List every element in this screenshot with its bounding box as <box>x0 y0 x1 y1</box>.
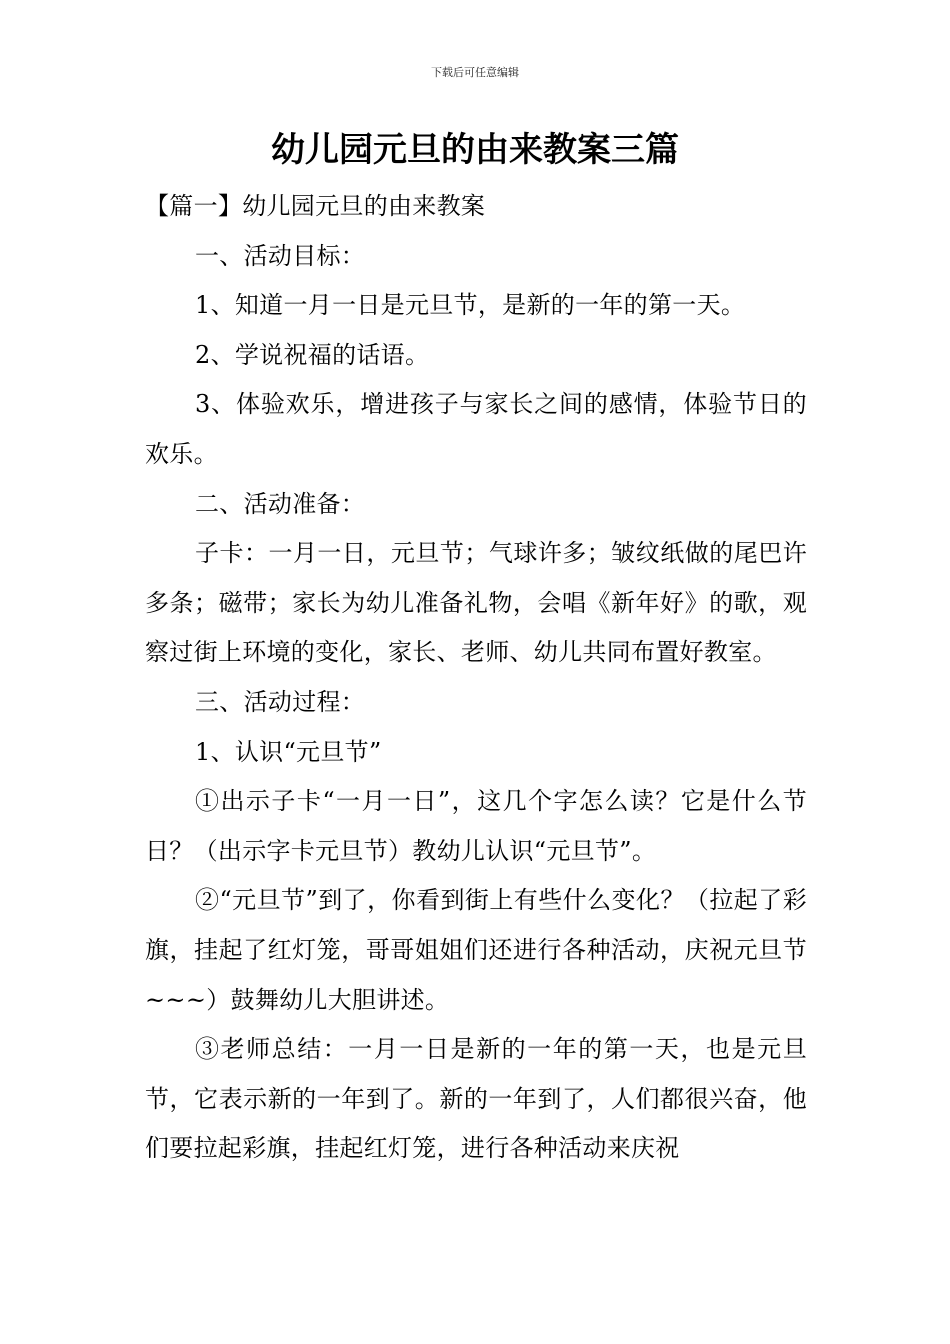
paragraph-goal-3: 3、体验欢乐，增进孩子与家长之间的感情，体验节日的欢乐。 <box>145 390 807 468</box>
paragraph-preparation-heading: 二、活动准备： <box>195 489 366 518</box>
paragraph-goal-1: 1、知道一月一日是元旦节，是新的一年的第一天。 <box>195 291 746 320</box>
paragraph-goal-2: 2、学说祝福的话语。 <box>195 340 430 369</box>
paragraph-preparation: 子卡：一月一日，元旦节；气球许多；皱纹纸做的尾巴许多条；磁带；家长为幼儿准备礼物，会唱《新年好》的歌，观察过街上环境的变化，家长、老师、幼儿共同布置好教室。 <box>145 539 807 667</box>
section-heading: 【篇一】幼儿园元旦的由来教案 <box>145 192 486 220</box>
paragraph-process-item-1: ①出示子卡“一月一日”，这几个字怎么读？它是什么节日？（出示字卡元旦节）教幼儿认识“元旦节”。 <box>145 787 807 865</box>
document-body <box>145 182 807 1174</box>
document-title: 幼儿园元旦的由来教案三篇 <box>271 130 679 170</box>
paragraph-process-heading: 三、活动过程： <box>195 687 366 716</box>
paragraph-process-item-2: ②“元旦节”到了，你看到街上有些什么变化？（拉起了彩旗，挂起了红灯笼，哥哥姐姐们还进行各种活动，庆祝元旦节~~~）鼓舞幼儿大胆讲述。 <box>145 886 807 1014</box>
paragraph-process-step-1: 1、认识“元旦节” <box>195 737 382 766</box>
paragraph-activity-goals-heading: 一、活动目标： <box>195 241 366 270</box>
page-header-note: 下载后可任意编辑 <box>431 66 519 79</box>
paragraph-process-item-3: ③老师总结：一月一日是新的一年的第一天，也是元旦节，它表示新的一年到了。新的一年到了，人们都很兴奋，他们要拉起彩旗，挂起红灯笼，进行各种活动来庆祝 <box>145 1035 807 1163</box>
